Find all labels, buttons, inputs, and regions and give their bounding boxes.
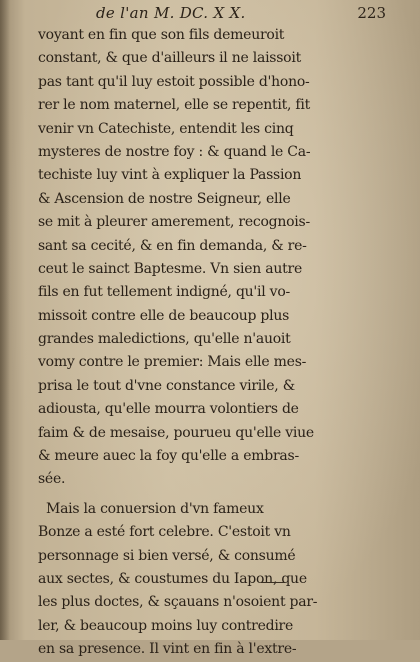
catchword-rule bbox=[261, 582, 285, 583]
text-line: mysteres de nostre foy : & quand le Ca- bbox=[38, 143, 311, 160]
text-line: & Ascension de nostre Seigneur, elle bbox=[38, 190, 291, 207]
text-line: faim & de mesaise, pourueu qu'elle viue bbox=[38, 424, 314, 441]
page-header bbox=[96, 4, 386, 24]
text-line: missoit contre elle de beaucoup plus bbox=[38, 307, 290, 324]
text-line: les plus doctes, & sçauans n'osoient par- bbox=[38, 594, 318, 611]
text-line: constant, & que d'ailleurs il ne laissoit bbox=[38, 50, 301, 67]
page-number: 223 bbox=[357, 4, 386, 22]
text-line: vomy contre le premier: Mais elle mes- bbox=[38, 354, 307, 371]
body-text bbox=[38, 24, 324, 662]
text-line: techiste luy vint à expliquer la Passion bbox=[38, 167, 302, 184]
text-line: grandes maledictions, qu'elle n'auoit bbox=[38, 331, 291, 348]
paragraph-1 bbox=[38, 24, 324, 492]
text-line: personnage si bien versé, & consumé bbox=[38, 547, 296, 564]
text-line: en sa presence. Il vint en fin à l'extre- bbox=[38, 641, 297, 658]
text-line: & meure auec la foy qu'elle a embras- bbox=[38, 448, 299, 465]
text-line: prisa le tout d'vne constance virile, & bbox=[38, 377, 295, 394]
text-line: sant sa cecité, & en fin demanda, & re- bbox=[38, 237, 307, 254]
text-line: fils en fut tellement indigné, qu'il vo- bbox=[38, 284, 291, 301]
running-head: de l'an M. DC. X X. bbox=[96, 4, 246, 22]
text-line: ler, & beaucoup moins luy contredire bbox=[38, 617, 294, 634]
text-line: Bonze a esté fort celebre. C'estoit vn bbox=[38, 524, 291, 541]
text-line: Mais la conuersion d'vn fameux bbox=[46, 500, 264, 517]
text-line: sée. bbox=[38, 471, 66, 488]
text-line: aux sectes, & coustumes du Iapon, que bbox=[38, 570, 307, 587]
text-line: se mit à pleurer amerement, recognois- bbox=[38, 214, 310, 231]
paragraph-2 bbox=[38, 498, 324, 662]
text-line: ceut le sainct Baptesme. Vn sien autre bbox=[38, 260, 302, 277]
page-gutter-shadow bbox=[0, 0, 10, 640]
text-line: adiousta, qu'elle mourra volontiers de bbox=[38, 401, 299, 418]
text-line: pas tant qu'il luy estoit possible d'hono- bbox=[38, 73, 310, 90]
text-line: venir vn Catechiste, entendit les cinq bbox=[38, 120, 294, 137]
text-line: voyant en fin que son fils demeuroit bbox=[38, 27, 285, 43]
text-line: rer le nom maternel, elle se repentit, fit bbox=[38, 97, 310, 114]
